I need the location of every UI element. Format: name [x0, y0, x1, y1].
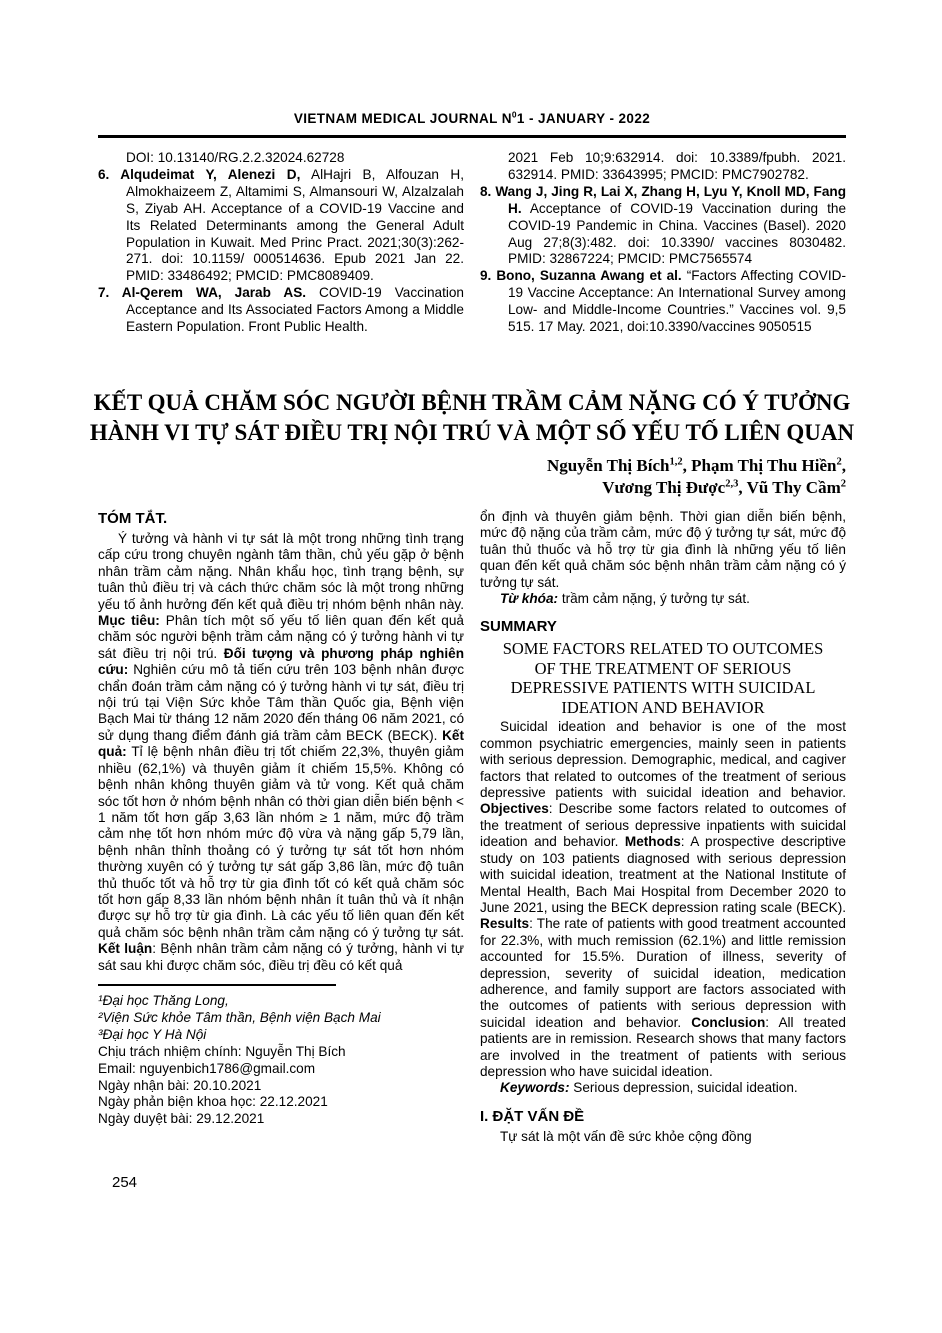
reference-item: 9. Bono, Suzanna Awang et al. “Factors Affecting COVID-19 Vaccine Acceptance: An International Survey among Low- and Middle-Income Countries.” Vaccines vol. 9,5 515. 17 May. 2021, doi:10.3390/vaccines 9050515	[480, 268, 846, 335]
header-rule	[98, 135, 846, 138]
english-title	[480, 639, 846, 717]
keywords-en: Keywords: Serious depression, suicidal ideation.	[500, 1080, 798, 1096]
english-abstract-text: Suicidal ideation and behavior is one of the most common psychiatric emergencies, mainly seen in patients with serious depression. Demographic, medical, and cagiver factors that related to outcomes of the treatment of serious depressive patients with suicidal ideation and behavior. Objectives: Describe some factors related to outcomes of the treatment of serious depressive inpatients with suicidal ideation and behavior. Methods: A prospective descriptive study on 103 patients diagnosed with serious depression with suicidal ideation, treatment at the National Institute of Mental Health, Bach Mai Hospital from December 2020 to June 2021, using the BECK depression rating scale (BECK). Results: The rate of patients with good treatment accounted for 22.3%, with much remission (62.1%) and little remission accounted for 15.5%. Duration of illness, severity of depression, severity of suicidal ideation, medication adherence, and family support are factors associated with the outcomes of patients with serious depression with suicidal ideation and behavior. Conclusion: All treated patients are in remission. Research shows that many factors are involved in the treatment of patients with serious depression who have suicidal ideation.	[480, 719, 846, 1079]
page-number: 254	[112, 1174, 138, 1191]
footnote-affiliation-1: ¹Đại học Thăng Long,	[98, 992, 229, 1008]
journal-header: VIETNAM MEDICAL JOURNAL $N^01$ - JANUARY - 2022	[293, 109, 651, 126]
keywords-vi: Từ khóa: trầm cảm nặng, ý tưởng tự sát.	[500, 591, 750, 607]
references-section	[98, 150, 846, 336]
reference-continuation: DOI: 10.13140/RG.2.2.32024.62728	[126, 150, 345, 165]
footnote-review-date: Ngày phản biện khoa học: 22.12.2021	[98, 1094, 328, 1110]
section-1-text: Tự sát là một vấn đề sức khỏe cộng đồng	[500, 1128, 752, 1144]
article-body	[98, 509, 846, 1145]
reference-item: 7. Al-Qerem WA, Jarab AS. COVID-19 Vaccination Acceptance and Its Associated Factors Among a Middle Eastern Population. Front Public Health.	[98, 285, 464, 335]
summary-heading: SUMMARY	[480, 618, 557, 636]
footnote-affiliation-2: ²Viện Sức khỏe Tâm thần, Bệnh viện Bạch Mai	[98, 1009, 381, 1025]
references-column-right	[480, 150, 846, 336]
reference-continuation: 2021 Feb 10;9:632914. doi: 10.3389/fpubh. 2021. 632914. PMID: 33643995; PMCID: PMC7902782.	[508, 150, 846, 182]
footnote-divider	[98, 984, 336, 986]
authors-line1: Nguyễn Thị Bích$^{1,2}$, Phạm Thị Thu Hiền$^2$,	[546, 456, 846, 475]
authors	[98, 455, 846, 499]
footnote-email: Email: nguyenbich1786@gmail.com	[98, 1060, 316, 1076]
body-column-left	[98, 509, 464, 1145]
abstract-continuation-text: ổn định và thuyên giảm bệnh. Thời gian diễn biến bệnh, mức độ nặng của trầm cảm, mức độ ý tưởng tự sát, mức độ tuân thủ thuốc và hỗ trợ từ gia đình là những yếu tố liên quan đến kết quả chăm sóc bệnh nhân trầm cảm nặng có ý tưởng tự sát.	[480, 509, 846, 590]
authors-line2: Vương Thị Được$^{2,3}$, Vũ Thy Cầm$^2$	[602, 478, 846, 497]
english-title-line3: DEPRESSIVE PATIENTS WITH SUICIDAL	[510, 678, 816, 698]
english-title-line2: OF THE TREATMENT OF SERIOUS	[534, 658, 792, 678]
footnote-received-date: Ngày nhận bài: 20.10.2021	[98, 1077, 262, 1093]
abstract-text: Ý tưởng và hành vi tự sát là một trong những tình trạng cấp cứu trong chuyên ngành tâm thần, chủ yếu gặp ở bệnh nhân trầm cảm nặng. Nhân khẩu học, tình trạng bệnh, sự tuân thủ điều trị và cách thức chăm sóc là một trong những yếu tố ảnh hưởng đến kết quả điều trị nhóm bệnh nhân này. Mục tiêu: Phân tích một số yếu tố liên quan đến kết quả chăm sóc người bệnh trầm cảm nặng có ý tưởng hành vi tự sát điều trị nội trú. Đối tượng và phương pháp nghiên cứu: Nghiên cứu mô tả tiến cứu trên 103 bệnh nhân được chẩn đoán trầm cảm nặng có ý tưởng hành vi tự sát, điều trị nội trú tại Viện Sức khỏe Tâm thần Quốc gia, Bệnh viện Bạch Mai từ tháng 12 năm 2020 đến tháng 06 năm 2021, có sử dụng thang điểm đánh giá trầm cảm BECK (BECK). Kết quả: Tỉ lệ bệnh nhân điều trị tốt chiếm 22,3%, thuyên giảm nhiều (62,1%) và thuyên giảm ít chiếm 15,5%. Không có bệnh nhân không thuyên giảm và tử vong. Kết quả chăm sóc tốt hơn ở nhóm bệnh nhân có thời gian diễn biến bệnh < 1 năm tốt hơn gấp 3,63 lần nhóm ≥ 1 năm, mức độ trầm cảm nhẹ tốt hơn nhóm mức độ vừa và nặng gấp 5,79 lần, bệnh nhân thỉnh thoảng có ý tưởng tự sát tốt hơn nhóm thường xuyên có ý tưởng tự sát gấp 3,86 lần, mức độ tuân thủ thuốc tốt và hỗ trợ từ gia đình tốt có kết quả chăm sóc tốt hơn gấp 8,33 lần nhóm bệnh nhân ít tuân thủ và ít nhận được sự hỗ trợ từ gia đình. Là các yếu tố liên quan đến kết quả chăm sóc bệnh nhân trầm cảm nặng có ý tưởng tự sát. Kết luận: Bệnh nhân trầm cảm nặng có ý tưởng, hành vi tự sát sau khi được chăm sóc, điều trị đều có kết quả	[98, 531, 465, 973]
article-title-line2: HÀNH VI TỰ SÁT ĐIỀU TRỊ NỘI TRÚ VÀ MỘT SỐ YẾU TỐ LIÊN QUAN	[89, 420, 855, 445]
body-column-right	[480, 509, 846, 1145]
reference-item: 6. Alqudeimat Y, Alenezi D, AlHajri B, Alfouzan H, Almokhaizeem Z, Altamimi S, Almansouri W, Alzalzalah S, Ziyab AH. Acceptance of a COVID-19 Vaccine and Its Related Determinants among the General Adult Population in Kuwait. Med Princ Pract. 2021;30(3):262-271. doi: 10.1159/ 000514636. Epub 2021 Jan 22. PMID: 33486492; PMCID: PMC8089409.	[98, 166, 464, 284]
english-title-line1: SOME FACTORS RELATED TO OUTCOMES	[502, 639, 824, 659]
abstract-heading: TÓM TẮT.	[98, 510, 168, 527]
footnote-accepted-date: Ngày duyệt bài: 29.12.2021	[98, 1111, 265, 1127]
english-title-line4: IDEATION AND BEHAVIOR	[561, 697, 765, 717]
section-1-heading: I. ĐẶT VẤN ĐỀ	[480, 1107, 585, 1125]
references-column-left	[98, 150, 464, 336]
article-title	[78, 388, 866, 448]
article-title-line1: KẾT QUẢ CHĂM SÓC NGƯỜI BỆNH TRẦM CẢM NẶNG CÓ Ý TƯỞNG	[93, 390, 851, 415]
reference-item: 8. Wang J, Jing R, Lai X, Zhang H, Lyu Y, Knoll MD, Fang H. Acceptance of COVID-19 Vaccination during the COVID-19 Pandemic in China. Vaccines (Basel). 2020 Aug 27;8(3):482. doi: 10.3390/ vaccines 8030482. PMID: 32867224; PMCID: PMC7565574	[480, 183, 846, 267]
footnote-affiliation-3: ³Đại học Y Hà Nội	[98, 1026, 207, 1042]
footnote-corresponding-author: Chịu trách nhiệm chính: Nguyễn Thị Bích	[98, 1043, 346, 1059]
